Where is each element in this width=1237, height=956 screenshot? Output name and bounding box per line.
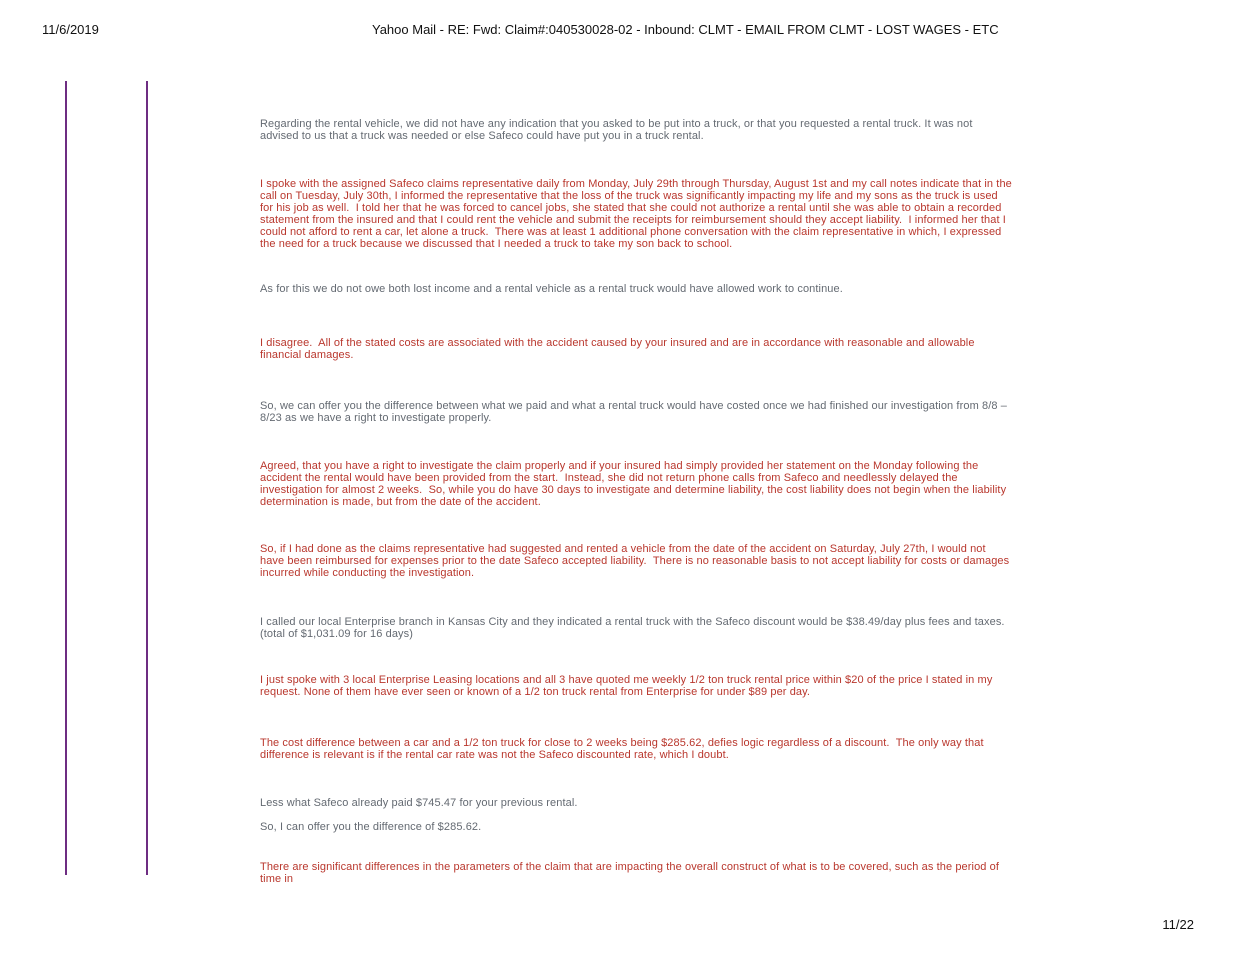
email-paragraph: I called our local Enterprise branch in Kansas City and they indicated a rental truck with the Safeco discount would be $38.49/day plus fees and taxes. (total of $1,031.09 for 16 days) (260, 616, 1008, 640)
email-paragraph: Agreed, that you have a right to investigate the claim properly and if your insured had simply provided her statement on the Monday following the accident the rental would have been provided from the start. Instead, she did not return phone calls from Safeco and needlessly delayed the investigation for almost 2 weeks. So, while you do have 30 days to investigate and determine liability, the cost liability does not begin when the liability determination is made, but from the date of the accident. (260, 460, 1010, 508)
email-paragraph: So, I can offer you the difference of $285.62. (260, 821, 482, 833)
print-header-title: Yahoo Mail - RE: Fwd: Claim#:040530028-02 - Inbound: CLMT - EMAIL FROM CLMT - LOST WAGES - ETC (372, 22, 999, 37)
page-number: 11/22 (1162, 917, 1194, 932)
email-paragraph: So, we can offer you the difference between what we paid and what a rental truck would have costed once we had finished our investigation from 8/8 – 8/23 as we have a right to investigate properly. (260, 400, 1011, 424)
quote-bar-outer (65, 81, 67, 875)
email-paragraph: I disagree. All of the stated costs are associated with the accident caused by your insured and are in accordance with reasonable and allowable financial damages. (260, 337, 978, 361)
email-paragraph: The cost difference between a car and a 1/2 ton truck for close to 2 weeks being $285.62, defies logic regardless of a discount. The only way that difference is relevant is if the rental car rate was not the Safeco discounted rate, which I doubt. (260, 737, 987, 761)
email-paragraph: Less what Safeco already paid $745.47 for your previous rental. (260, 797, 578, 809)
email-body (260, 0, 1016, 956)
email-paragraph: I just spoke with 3 local Enterprise Leasing locations and all 3 have quoted me weekly 1/2 ton truck rental price within $20 of the price I stated in my request. None of them have ever seen or known of a 1/2 ton truck rental from Enterprise for under $89 per day. (260, 674, 996, 698)
email-paragraph: So, if I had done as the claims representative had suggested and rented a vehicle from the date of the accident on Saturday, July 27th, I would not have been reimbursed for expenses prior to the date Safeco accepted liability. There is no reasonable basis to not accept liability for costs or damages incurred while conducting the investigation. (260, 543, 1013, 579)
quote-bar-inner (146, 81, 148, 875)
email-paragraph: There are significant differences in the parameters of the claim that are impacting the overall construct of what is to be covered, such as the period of time in (260, 861, 1003, 885)
email-paragraph: I spoke with the assigned Safeco claims representative daily from Monday, July 29th through Thursday, August 1st and my call notes indicate that in the call on Tuesday, July 30th, I informed the representative that the loss of the truck was significantly impacting my life and my sons as the truck is used for his job as well. I told her that he was forced to cancel jobs, she stated that she could not authorize a rental until she was able to obtain a recorded statement from the insured and that I could rent the vehicle and submit the receipts for reimbursement should they accept liability. I informed her that I could not afford to rent a car, let alone a truck. There was at least 1 additional phone conversation with the claim representative in which, I expressed the need for a truck because we discussed that I needed a truck to take my son back to school. (260, 178, 1016, 250)
print-header-date: 11/6/2019 (42, 22, 99, 37)
email-paragraph: As for this we do not owe both lost income and a rental vehicle as a rental truck would have allowed work to continue. (260, 283, 843, 295)
email-paragraph: Regarding the rental vehicle, we did not have any indication that you asked to be put into a truck, or that you requested a rental truck. It was not advised to us that a truck was needed or else Safeco could have put you in a truck rental. (260, 118, 976, 142)
